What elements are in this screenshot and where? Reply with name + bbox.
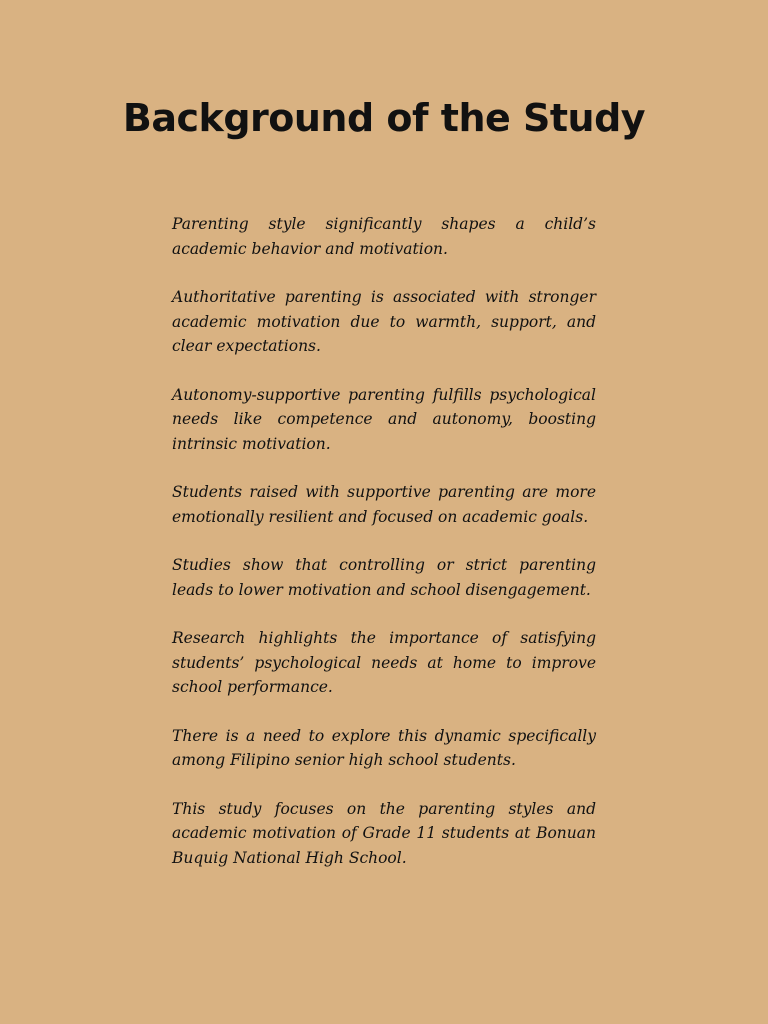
paragraph: There is a need to explore this dynamic specifically among Filipino senior high school students. [172, 726, 596, 769]
paragraph: Studies show that controlling or strict parenting leads to lower motivation and school disengagement. [172, 556, 596, 599]
paragraph: Authoritative parenting is associated with stronger academic motivation due to warmth, support, and clear expectations. [172, 288, 596, 355]
paragraph: This study focuses on the parenting styles and academic motivation of Grade 11 students at Bonuan Buquig National High School. [172, 799, 596, 867]
paragraph: Research highlights the importance of satisfying students’ psychological needs at home to improve school performance. [172, 629, 596, 696]
page-title: Background of the Study [122, 96, 646, 140]
paragraph: Parenting style significantly shapes a child’s academic behavior and motivation. [172, 215, 596, 258]
paragraph: Autonomy-supportive parenting fulfills psychological needs like competence and autonomy, boosting intrinsic motivation. [172, 385, 596, 453]
paragraph: Students raised with supportive parenting are more emotionally resilient and focused on academic goals. [172, 483, 596, 526]
paragraph-list [172, 212, 596, 894]
